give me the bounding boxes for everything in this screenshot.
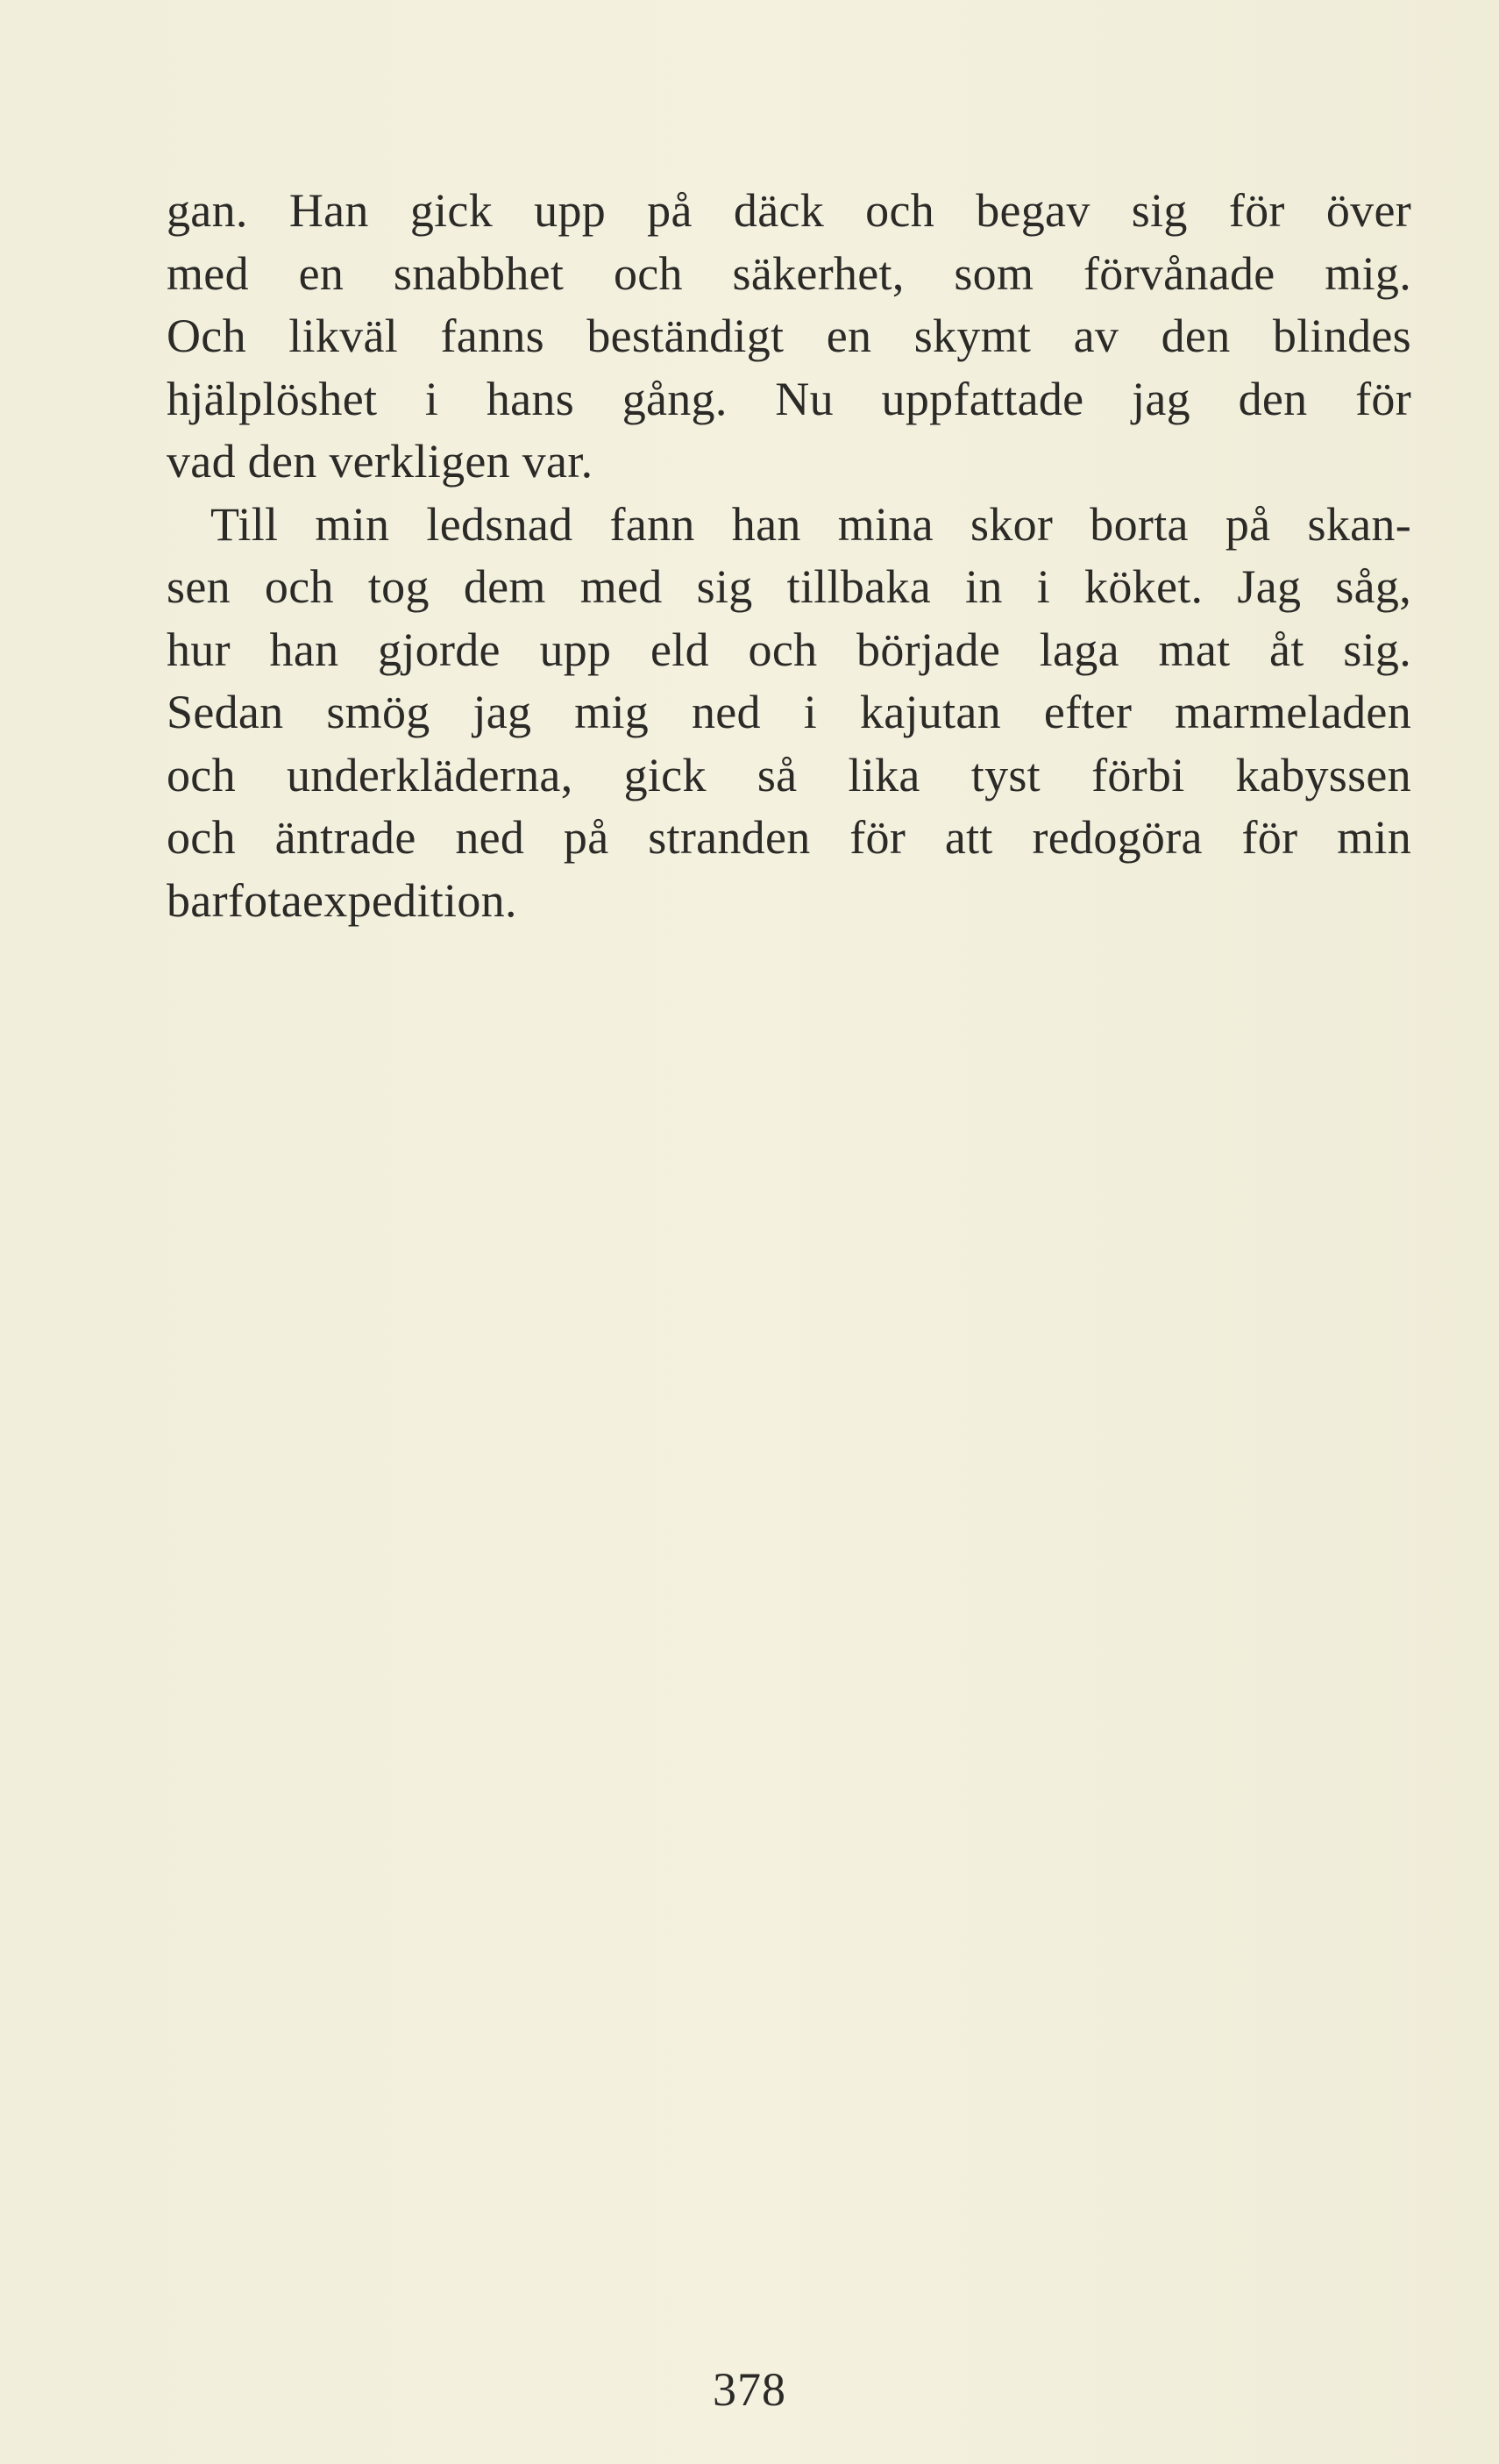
- text-line-5: vad den verkligen var.: [167, 435, 593, 488]
- text-line-3: Och likväl fanns beständigt en skymt av den blindes: [167, 310, 1411, 362]
- text-line-12: barfotaexpedition.: [167, 873, 517, 927]
- text-line-9: Sedan smög jag mig ned i kajutan efter marmeladen: [167, 686, 1411, 738]
- text-line-10: och underkläderna, gick så lika tyst förbi kabyssen: [167, 748, 1411, 801]
- text-line-7: sen och tog dem med sig tillbaka in i köket. Jag såg,: [167, 560, 1411, 613]
- page-number: 378: [713, 2363, 786, 2416]
- text-line-6: Till min ledsnad fann han mina skor borta på skan-: [210, 497, 1411, 551]
- text-line-11: och äntrade ned på stranden för att redogöra för min: [167, 811, 1411, 864]
- text-line-8: hur han gjorde upp eld och började laga mat åt sig.: [167, 623, 1411, 676]
- text-line-4: hjälplöshet i hans gång. Nu uppfattade jag den för: [167, 372, 1411, 425]
- body-text: [167, 180, 1411, 932]
- text-line-1: gan. Han gick upp på däck och begav sig för över: [167, 184, 1411, 237]
- text-line-2: med en snabbhet och säkerhet, som förvånade mig.: [167, 246, 1411, 300]
